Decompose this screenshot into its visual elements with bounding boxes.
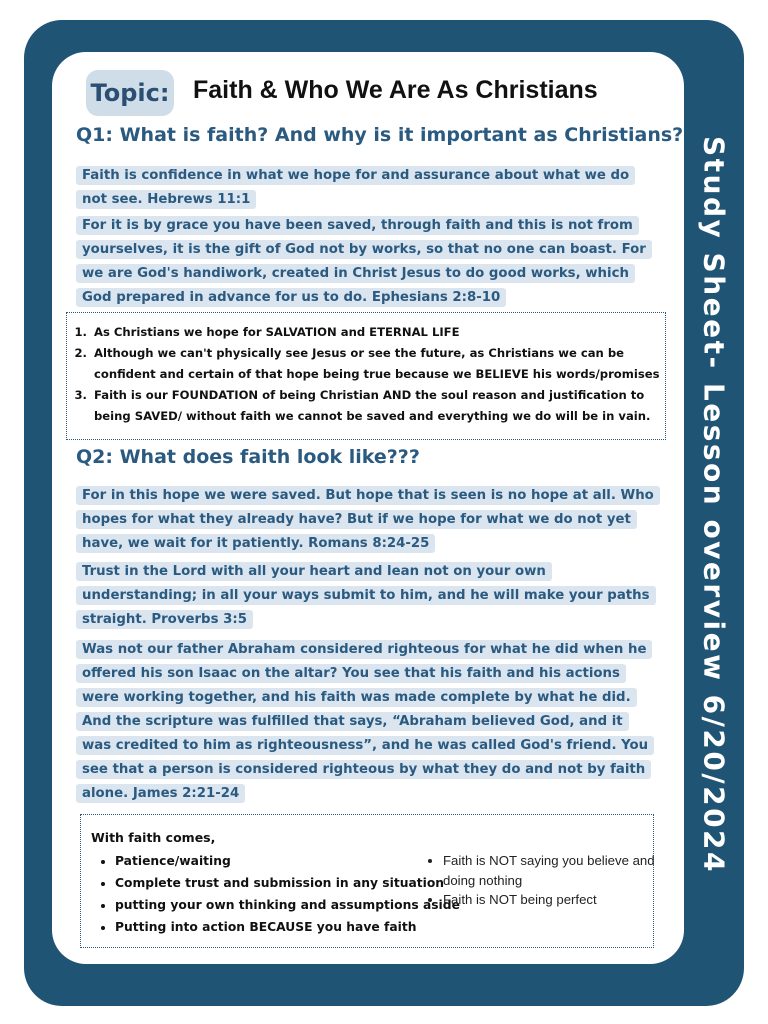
topic-badge: Topic: [86, 70, 174, 116]
faith-is-not-list-wrapper [427, 851, 677, 910]
faith-is-not-list [427, 851, 677, 910]
question-2-heading: Q2: What does faith look like??? [76, 446, 420, 468]
q2-verse-romans [76, 484, 656, 556]
list-item: 3. Faith is our FOUNDATION of being Christian AND the soul reason and justification to being SAVED/ without faith we cannot be saved and everything we do will be in vain. [91, 385, 665, 427]
q1-verse-hebrews-text: Faith is confidence in what we hope for and assurance about what we do not see. Hebrews 11:1 [76, 166, 635, 209]
list-item: 1. As Christians we hope for SALVATION and ETERNAL LIFE [91, 322, 665, 343]
q2-verse-proverbs-text: Trust in the Lord with all your heart and lean not on your own understanding; in all your ways submit to him, and he will make your paths straight. Proverbs 3:5 [76, 562, 656, 629]
side-title: Study Sheet- Lesson overview 6/20/2024 [697, 136, 731, 875]
with-faith-title: With faith comes, [91, 830, 216, 845]
q1-key-points-box [66, 312, 666, 440]
topic-title: Faith & Who We Are As Christians [193, 76, 598, 104]
q1-key-points-list [67, 322, 665, 427]
with-faith-box [80, 814, 654, 948]
q1-verse-hebrews [76, 164, 656, 212]
q2-verse-james-text: Was not our father Abraham considered righteous for what he did when he offered his son Isaac on the altar? You see that his faith and his actions were working together, and his faith was made complete by what he did. And the scripture was fulfilled that says, “Abraham believed God, and it was credited to him as righteousness”, and he was called God's friend. You see that a person is considered righteous by what they do and not by faith alone. James 2:21-24 [76, 640, 654, 803]
list-item: • Putting into action BECAUSE you have faith [115, 916, 653, 938]
q2-verse-proverbs [76, 560, 656, 632]
list-item: • Faith is NOT being perfect [443, 890, 677, 910]
q2-verse-romans-text: For in this hope we were saved. But hope that is seen is no hope at all. Who hopes for what they already have? But if we hope for what we do not yet have, we wait for it patiently. Romans 8:24-25 [76, 486, 660, 553]
question-1-heading: Q1: What is faith? And why is it important as Christians? [76, 124, 684, 146]
list-item: • Complete trust and submission in any situation [115, 872, 653, 894]
q2-verse-james [76, 638, 656, 806]
q1-verse-ephesians-text: For it is by grace you have been saved, through faith and this is not from yourselves, it is the gift of God not by works, so that no one can boast. For we are God's handiwork, created in Christ Jesus to do good works, which God prepared in advance for us to do. Ephesians 2:8-10 [76, 216, 652, 307]
list-item: • Faith is NOT saying you believe and doing nothing [443, 851, 677, 890]
list-item: 2. Although we can't physically see Jesus or see the future, as Christians we can be confident and certain of that hope being true because we BELIEVE his words/promises [91, 343, 665, 385]
list-item: • Patience/waiting [115, 850, 653, 872]
q1-verse-ephesians [76, 214, 656, 310]
list-item: • putting your own thinking and assumptions aside [115, 894, 653, 916]
